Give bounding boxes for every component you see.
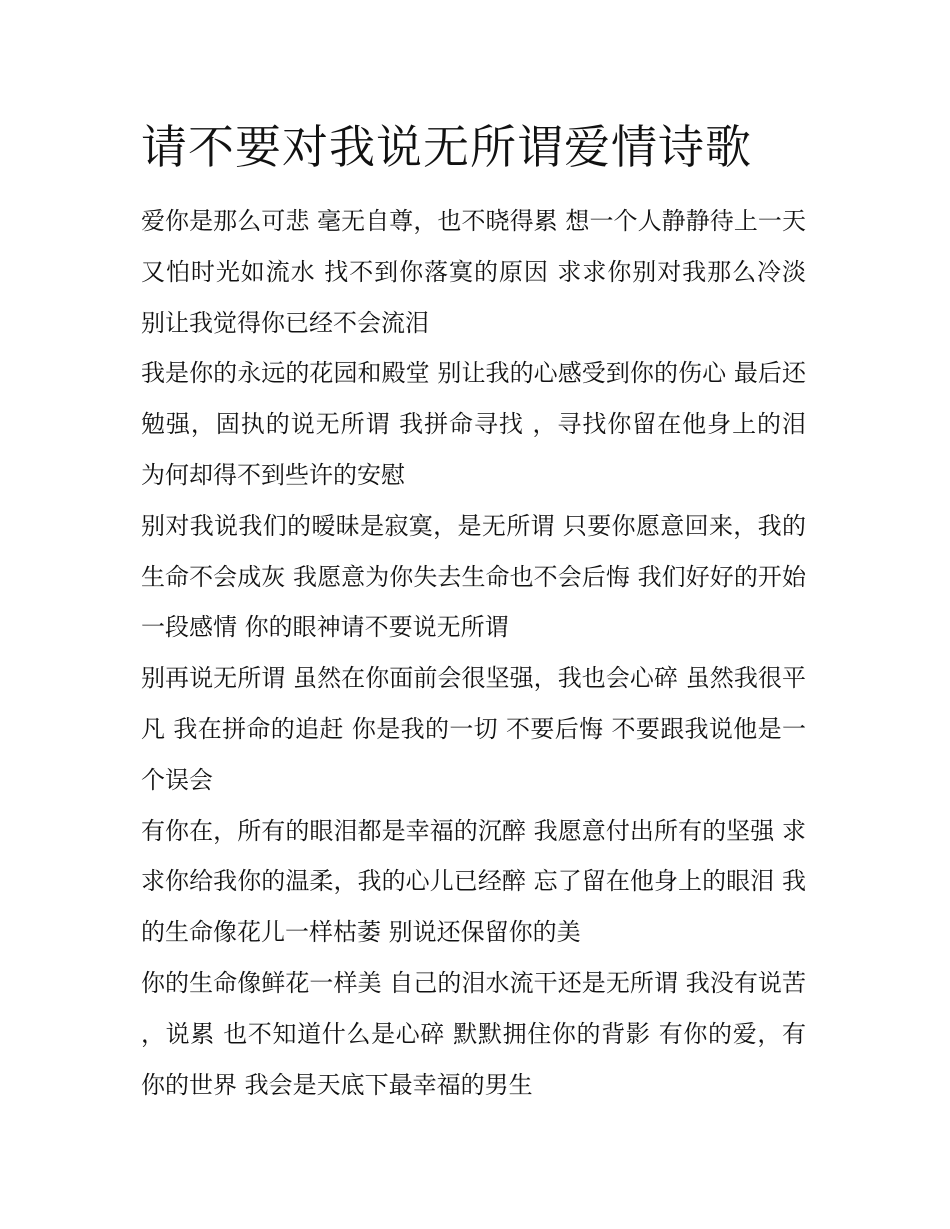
document-page (141, 118, 806, 1110)
poem-paragraph-3: 别对我说我们的暧昧是寂寞，是无所谓 只要你愿意回来，我的生命不会成灰 我愿意为你失去生命也不会后悔 我们好好的开始一段感情 你的眼神请不要说无所谓 (141, 511, 806, 642)
page-title: 请不要对我说无所谓爱情诗歌 (141, 120, 752, 174)
poem-paragraph-2: 我是你的永远的花园和殿堂 别让我的心感受到你的伤心 最后还勉强，固执的说无所谓 我拼命寻找 ，寻找你留在他身上的泪 为何却得不到些许的安慰 (141, 359, 806, 489)
poem-body (141, 196, 806, 1110)
poem-paragraph-6: 你的生命像鲜花一样美 自己的泪水流干还是无所谓 我没有说苦，说累 也不知道什么是心碎 默默拥住你的背影 有你的爱，有你的世界 我会是天底下最幸福的男生 (141, 968, 806, 1099)
poem-paragraph-4: 别再说无所谓 虽然在你面前会很坚强，我也会心碎 虽然我很平凡 我在拼命的追赶 你是我的一切 不要后悔 不要跟我说他是一个误会 (141, 664, 806, 794)
poem-paragraph-5: 有你在，所有的眼泪都是幸福的沉醉 我愿意付出所有的坚强 求求你给我你的温柔，我的心儿已经醉 忘了留在他身上的眼泪 我的生命像花儿一样枯萎 别说还保留你的美 (141, 816, 806, 947)
poem-paragraph-1: 爱你是那么可悲 毫无自尊，也不晓得累 想一个人静静待上一天 又怕时光如流水 找不到你落寞的原因 求求你别对我那么冷淡 别让我觉得你已经不会流泪 (141, 207, 806, 337)
